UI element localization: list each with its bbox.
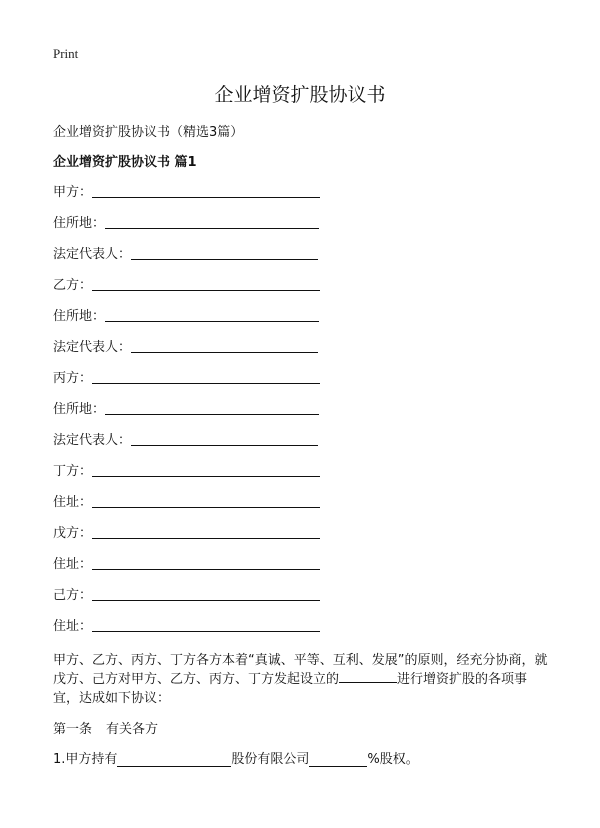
intro-blank — [339, 670, 397, 683]
print-link[interactable]: Print — [53, 46, 79, 61]
field-party-c — [53, 368, 320, 386]
field-party-d — [53, 461, 320, 479]
field-label: 住址： — [53, 557, 93, 572]
field-party-e — [53, 523, 320, 541]
intro-text-part1: 甲方、乙方、丙方、丁方各方本着“真诚、平等、互利、发展”的原则，经充分协商，就戊方、己方对甲方、乙方、丙方、丁方发起设立的 — [53, 653, 548, 687]
field-label: 住址： — [53, 495, 93, 510]
clause-middle: 股份有限公司 — [231, 752, 310, 767]
article-heading — [53, 718, 172, 737]
field-underline — [105, 228, 319, 229]
clause-blank-company — [117, 752, 231, 767]
field-address-c — [53, 399, 319, 417]
clause-blank-percent — [309, 752, 367, 767]
field-label: 住址： — [53, 619, 93, 634]
document-subtitle: 企业增资扩股协议书（精选3篇） — [53, 125, 244, 140]
article-title: 有关各方 — [106, 722, 159, 737]
field-label: 乙方： — [53, 278, 93, 293]
field-underline — [92, 600, 320, 601]
clause-prefix: 1.甲方持有 — [53, 752, 118, 767]
clause-suffix: %股权。 — [367, 752, 419, 767]
field-legal-rep-c — [53, 430, 318, 448]
field-label: 法定代表人： — [53, 247, 132, 262]
clause-1 — [53, 749, 419, 767]
field-party-f — [53, 585, 320, 603]
field-label: 法定代表人： — [53, 340, 132, 355]
field-party-b — [53, 275, 320, 293]
field-label: 甲方： — [53, 185, 93, 200]
field-label: 住所地： — [53, 402, 106, 417]
field-address-e — [53, 554, 320, 572]
field-underline — [92, 631, 320, 632]
document-title: 企业增资扩股协议书 — [214, 84, 386, 106]
field-underline — [92, 507, 320, 508]
field-underline — [92, 476, 320, 477]
field-underline — [92, 569, 320, 570]
field-legal-rep-a — [53, 244, 318, 262]
section-heading: 企业增资扩股协议书 篇1 — [53, 155, 197, 170]
field-label: 丙方： — [53, 371, 93, 386]
field-label: 住所地： — [53, 309, 106, 324]
article-number: 第一条 — [53, 722, 93, 737]
field-underline — [131, 259, 318, 260]
field-party-a — [53, 182, 320, 200]
field-label: 丁方： — [53, 464, 93, 479]
field-underline — [92, 197, 320, 198]
field-label: 住所地： — [53, 216, 106, 231]
field-underline — [92, 538, 320, 539]
field-underline — [131, 445, 318, 446]
field-underline — [105, 321, 319, 322]
field-label: 法定代表人： — [53, 433, 132, 448]
field-underline — [92, 383, 320, 384]
field-legal-rep-b — [53, 337, 318, 355]
field-address-a — [53, 213, 319, 231]
field-address-b — [53, 306, 319, 324]
field-address-d — [53, 492, 320, 510]
intro-paragraph — [53, 651, 553, 708]
field-underline — [105, 414, 319, 415]
field-underline — [92, 290, 320, 291]
field-label: 戊方： — [53, 526, 93, 541]
field-underline — [131, 352, 318, 353]
field-label: 己方： — [53, 588, 93, 603]
field-address-f — [53, 616, 320, 634]
intro-text-part2: 进行增资扩股的各项事宜，达成如下协议： — [53, 672, 528, 706]
